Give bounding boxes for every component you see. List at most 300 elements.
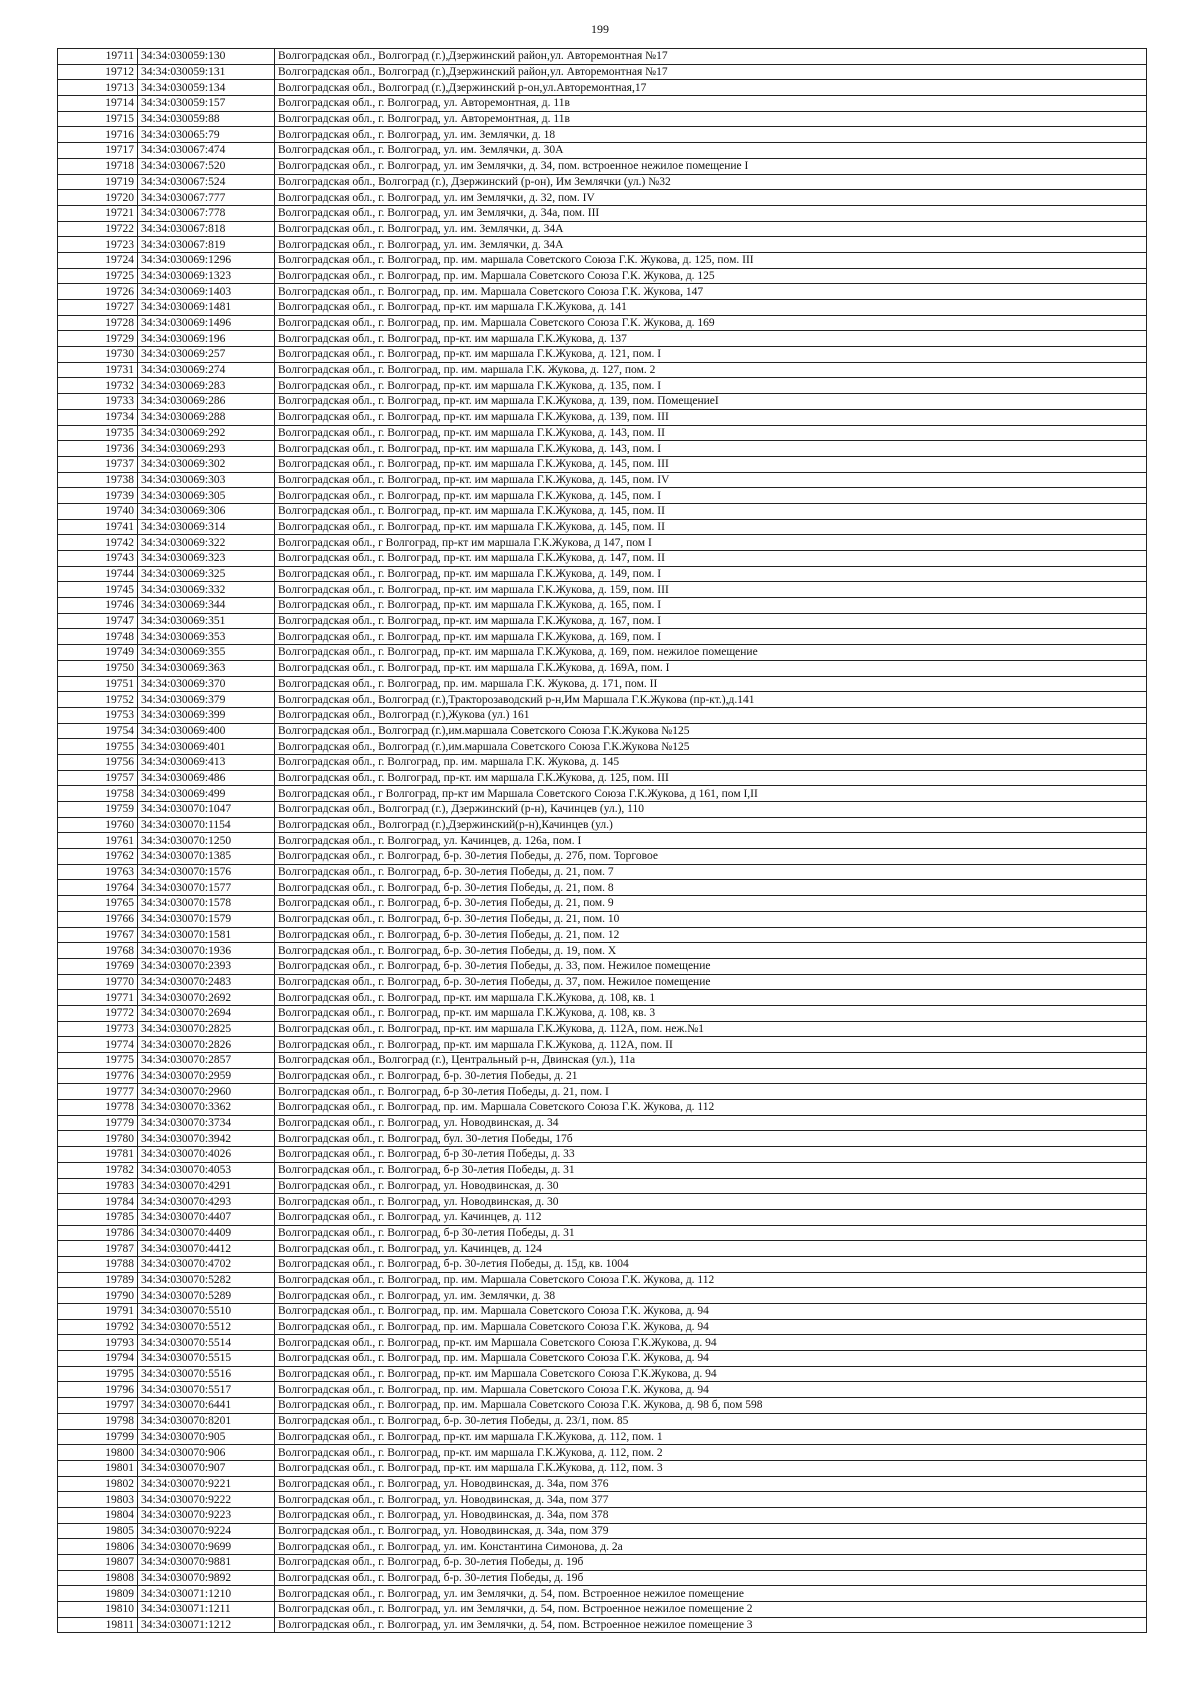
- table-row: [58, 1005, 1147, 1021]
- address-cell: Волгоградская обл., г. Волгоград, ул. им. Землячки, д. 34А: [275, 221, 1147, 237]
- table-row: [58, 503, 1147, 519]
- cadastral-number-cell: 34:34:030067:818: [138, 221, 275, 237]
- address-cell: Волгоградская обл., г. Волгоград, ул. Качинцев, д. 112: [275, 1209, 1147, 1225]
- cadastral-number-cell: 34:34:030070:1581: [138, 927, 275, 943]
- table-row: [58, 645, 1147, 661]
- address-cell: Волгоградская обл., Волгоград (г.),Дзержинский р-он,ул.Авторемонтная,17: [275, 80, 1147, 96]
- table-row: [58, 205, 1147, 221]
- cadastral-number-cell: 34:34:030070:5516: [138, 1366, 275, 1382]
- address-cell: Волгоградская обл., г. Волгоград, б-р. 30-летия Победы, д. 21, пом. 8: [275, 880, 1147, 896]
- page-number: 199: [591, 22, 609, 36]
- cadastral-number-cell: 34:34:030070:5517: [138, 1382, 275, 1398]
- table-row: [58, 1319, 1147, 1335]
- row-number-cell: 19736: [58, 441, 138, 457]
- row-number-cell: 19746: [58, 598, 138, 614]
- table-row: [58, 472, 1147, 488]
- table-row: [58, 394, 1147, 410]
- address-cell: Волгоградская обл., г. Волгоград, пр. им. Маршала Советского Союза Г.К. Жукова, д. 112: [275, 1100, 1147, 1116]
- address-cell: Волгоградская обл., г. Волгоград, пр-кт. им маршала Г.К.Жукова, д. 167, пом. I: [275, 613, 1147, 629]
- row-number-cell: 19758: [58, 786, 138, 802]
- cadastral-number-cell: 34:34:030070:9221: [138, 1476, 275, 1492]
- address-cell: Волгоградская обл., г. Волгоград, бул. 30-летия Победы, 17б: [275, 1131, 1147, 1147]
- row-number-cell: 19811: [58, 1617, 138, 1633]
- row-number-cell: 19719: [58, 174, 138, 190]
- cadastral-number-cell: 34:34:030070:3942: [138, 1131, 275, 1147]
- address-cell: Волгоградская обл., г. Волгоград, пр-кт. им маршала Г.К.Жукова, д. 112А, пом. неж.№1: [275, 1021, 1147, 1037]
- row-number-cell: 19794: [58, 1351, 138, 1367]
- table-row: [58, 1555, 1147, 1571]
- row-number-cell: 19789: [58, 1272, 138, 1288]
- address-cell: Волгоградская обл., г. Волгоград, ул. им. Землячки, д. 38: [275, 1288, 1147, 1304]
- address-cell: Волгоградская обл., Волгоград (г.),Дзержинский(р-н),Качинцев (ул.): [275, 817, 1147, 833]
- row-number-cell: 19716: [58, 127, 138, 143]
- row-number-cell: 19788: [58, 1256, 138, 1272]
- address-cell: Волгоградская обл., г. Волгоград, ул. Авторемонтная, д. 11в: [275, 111, 1147, 127]
- cadastral-number-cell: 34:34:030069:303: [138, 472, 275, 488]
- cadastral-number-cell: 34:34:030069:314: [138, 519, 275, 535]
- table-row: [58, 880, 1147, 896]
- table-row: [58, 1429, 1147, 1445]
- table-row: [58, 331, 1147, 347]
- address-cell: Волгоградская обл., Волгоград (г.),Дзержинский район,ул. Авторемонтная №17: [275, 64, 1147, 80]
- table-row: [58, 927, 1147, 943]
- row-number-cell: 19806: [58, 1539, 138, 1555]
- table-row: [58, 1617, 1147, 1633]
- cadastral-number-cell: 34:34:030070:1578: [138, 896, 275, 912]
- table-row: [58, 1021, 1147, 1037]
- table-row: [58, 817, 1147, 833]
- row-number-cell: 19720: [58, 190, 138, 206]
- table-row: [58, 802, 1147, 818]
- row-number-cell: 19744: [58, 566, 138, 582]
- cadastral-number-cell: 34:34:030069:363: [138, 660, 275, 676]
- table-row: [58, 692, 1147, 708]
- row-number-cell: 19737: [58, 456, 138, 472]
- table-row: [58, 833, 1147, 849]
- address-cell: Волгоградская обл., г. Волгоград, ул. им Землячки, д. 34, пом. встроенное нежилое помещение I: [275, 158, 1147, 174]
- row-number-cell: 19779: [58, 1115, 138, 1131]
- table-row: [58, 362, 1147, 378]
- cadastral-number-cell: 34:34:030070:8201: [138, 1413, 275, 1429]
- address-cell: Волгоградская обл., г. Волгоград, пр-кт. им маршала Г.К.Жукова, д. 125, пом. III: [275, 770, 1147, 786]
- row-number-cell: 19721: [58, 205, 138, 221]
- table-row: [58, 1445, 1147, 1461]
- table-row: [58, 1539, 1147, 1555]
- address-cell: Волгоградская обл., г. Волгоград, ул. Новодвинская, д. 34а, пом 377: [275, 1492, 1147, 1508]
- cadastral-number-cell: 34:34:030069:305: [138, 488, 275, 504]
- table-row: [58, 1382, 1147, 1398]
- table-row: [58, 1131, 1147, 1147]
- cadastral-number-cell: 34:34:030069:302: [138, 456, 275, 472]
- cadastral-number-cell: 34:34:030069:413: [138, 754, 275, 770]
- address-cell: Волгоградская обл., г. Волгоград, пр-кт. им маршала Г.К.Жукова, д. 112А, пом. II: [275, 1037, 1147, 1053]
- address-cell: Волгоградская обл., г. Волгоград, пр. им. Маршала Советского Союза Г.К. Жукова, 147: [275, 284, 1147, 300]
- cadastral-number-cell: 34:34:030069:196: [138, 331, 275, 347]
- row-number-cell: 19784: [58, 1194, 138, 1210]
- table-row: [58, 754, 1147, 770]
- cadastral-number-cell: 34:34:030070:2960: [138, 1084, 275, 1100]
- row-number-cell: 19714: [58, 96, 138, 112]
- table-row: [58, 190, 1147, 206]
- table-row: [58, 723, 1147, 739]
- address-cell: Волгоградская обл., Волгоград (г.),Тракторозаводский р-н,Им Маршала Г.К.Жукова (пр-кт.),д.141: [275, 692, 1147, 708]
- cadastral-number-cell: 34:34:030070:4407: [138, 1209, 275, 1225]
- address-cell: Волгоградская обл., г. Волгоград, пр-кт. им маршала Г.К.Жукова, д. 141: [275, 300, 1147, 316]
- registry-table: [57, 48, 1147, 1633]
- cadastral-number-cell: 34:34:030069:325: [138, 566, 275, 582]
- cadastral-number-cell: 34:34:030069:355: [138, 645, 275, 661]
- address-cell: Волгоградская обл., г Волгоград, пр-кт им Маршала Советского Союза Г.К.Жукова, д 161, пом I,II: [275, 786, 1147, 802]
- row-number-cell: 19712: [58, 64, 138, 80]
- table-row: [58, 127, 1147, 143]
- row-number-cell: 19740: [58, 503, 138, 519]
- cadastral-number-cell: 34:34:030069:274: [138, 362, 275, 378]
- cadastral-number-cell: 34:34:030070:9881: [138, 1555, 275, 1571]
- address-cell: Волгоградская обл., г. Волгоград, пр-кт. им маршала Г.К.Жукова, д. 149, пом. I: [275, 566, 1147, 582]
- table-row: [58, 1178, 1147, 1194]
- cadastral-number-cell: 34:34:030070:4702: [138, 1256, 275, 1272]
- cadastral-number-cell: 34:34:030070:9222: [138, 1492, 275, 1508]
- row-number-cell: 19743: [58, 551, 138, 567]
- cadastral-number-cell: 34:34:030070:1250: [138, 833, 275, 849]
- row-number-cell: 19791: [58, 1304, 138, 1320]
- cadastral-number-cell: 34:34:030070:1936: [138, 943, 275, 959]
- cadastral-number-cell: 34:34:030069:370: [138, 676, 275, 692]
- row-number-cell: 19738: [58, 472, 138, 488]
- cadastral-number-cell: 34:34:030070:4293: [138, 1194, 275, 1210]
- cadastral-number-cell: 34:34:030070:5514: [138, 1335, 275, 1351]
- address-cell: Волгоградская обл., г. Волгоград, пр-кт. им маршала Г.К.Жукова, д. 169А, пом. I: [275, 660, 1147, 676]
- address-cell: Волгоградская обл., г. Волгоград, пр. им. Маршала Советского Союза Г.К. Жукова, д. 112: [275, 1272, 1147, 1288]
- table-row: [58, 770, 1147, 786]
- cadastral-number-cell: 34:34:030070:1154: [138, 817, 275, 833]
- cadastral-number-cell: 34:34:030070:9699: [138, 1539, 275, 1555]
- row-number-cell: 19809: [58, 1586, 138, 1602]
- cadastral-number-cell: 34:34:030069:1296: [138, 252, 275, 268]
- cadastral-number-cell: 34:34:030067:474: [138, 143, 275, 159]
- table-row: [58, 943, 1147, 959]
- cadastral-number-cell: 34:34:030070:4053: [138, 1162, 275, 1178]
- row-number-cell: 19786: [58, 1225, 138, 1241]
- row-number-cell: 19795: [58, 1366, 138, 1382]
- row-number-cell: 19725: [58, 268, 138, 284]
- table-row: [58, 864, 1147, 880]
- row-number-cell: 19747: [58, 613, 138, 629]
- cadastral-number-cell: 34:34:030069:1323: [138, 268, 275, 284]
- table-row: [58, 896, 1147, 912]
- table-row: [58, 284, 1147, 300]
- cadastral-number-cell: 34:34:030069:283: [138, 378, 275, 394]
- row-number-cell: 19726: [58, 284, 138, 300]
- address-cell: Волгоградская обл., г. Волгоград, пр-кт. им маршала Г.К.Жукова, д. 112, пом. 2: [275, 1445, 1147, 1461]
- table-row: [58, 268, 1147, 284]
- row-number-cell: 19783: [58, 1178, 138, 1194]
- address-cell: Волгоградская обл., Волгоград (г.), Дзержинский (р-он), Им Землячки (ул.) №32: [275, 174, 1147, 190]
- row-number-cell: 19790: [58, 1288, 138, 1304]
- cadastral-number-cell: 34:34:030065:79: [138, 127, 275, 143]
- address-cell: Волгоградская обл., г. Волгоград, пр. им. Маршала Советского Союза Г.К. Жукова, д. 98 б, пом 598: [275, 1398, 1147, 1414]
- address-cell: Волгоградская обл., г. Волгоград, б-р. 30-летия Победы, д. 33, пом. Нежилое помещение: [275, 958, 1147, 974]
- cadastral-number-cell: 34:34:030070:4409: [138, 1225, 275, 1241]
- table-row: [58, 739, 1147, 755]
- table-row: [58, 1209, 1147, 1225]
- cadastral-number-cell: 34:34:030071:1211: [138, 1602, 275, 1618]
- address-cell: Волгоградская обл., г. Волгоград, б-р. 30-летия Победы, д. 27б, пом. Торговое: [275, 849, 1147, 865]
- row-number-cell: 19754: [58, 723, 138, 739]
- cadastral-number-cell: 34:34:030059:134: [138, 80, 275, 96]
- address-cell: Волгоградская обл., г. Волгоград, пр. им. маршала Советского Союза Г.К. Жукова, д. 125, пом. III: [275, 252, 1147, 268]
- table-row: [58, 1492, 1147, 1508]
- row-number-cell: 19724: [58, 252, 138, 268]
- cadastral-number-cell: 34:34:030070:2826: [138, 1037, 275, 1053]
- table-row: [58, 1523, 1147, 1539]
- address-cell: Волгоградская обл., г. Волгоград, пр. им. маршала Г.К. Жукова, д. 145: [275, 754, 1147, 770]
- address-cell: Волгоградская обл., г. Волгоград, ул. им. Землячки, д. 30А: [275, 143, 1147, 159]
- address-cell: Волгоградская обл., г. Волгоград, пр-кт. им маршала Г.К.Жукова, д. 145, пом. II: [275, 519, 1147, 535]
- row-number-cell: 19741: [58, 519, 138, 535]
- address-cell: Волгоградская обл., г. Волгоград, пр-кт. им маршала Г.К.Жукова, д. 169, пом. нежилое помещение: [275, 645, 1147, 661]
- table-row: [58, 347, 1147, 363]
- cadastral-number-cell: 34:34:030069:1496: [138, 315, 275, 331]
- table-row: [58, 958, 1147, 974]
- address-cell: Волгоградская обл., Волгоград (г.),Дзержинский район,ул. Авторемонтная №17: [275, 49, 1147, 65]
- table-row: [58, 111, 1147, 127]
- address-cell: Волгоградская обл., г. Волгоград, пр-кт. им маршала Г.К.Жукова, д. 145, пом. II: [275, 503, 1147, 519]
- table-row: [58, 990, 1147, 1006]
- cadastral-number-cell: 34:34:030069:257: [138, 347, 275, 363]
- row-number-cell: 19777: [58, 1084, 138, 1100]
- address-cell: Волгоградская обл., г. Волгоград, пр-кт. им маршала Г.К.Жукова, д. 139, пом. III: [275, 409, 1147, 425]
- table-row: [58, 1272, 1147, 1288]
- address-cell: Волгоградская обл., г. Волгоград, б-р. 30-летия Победы, д. 37, пом. Нежилое помещение: [275, 974, 1147, 990]
- cadastral-number-cell: 34:34:030070:1385: [138, 849, 275, 865]
- table-row: [58, 425, 1147, 441]
- row-number-cell: 19808: [58, 1570, 138, 1586]
- address-cell: Волгоградская обл., г. Волгоград, пр-кт. им маршала Г.К.Жукова, д. 165, пом. I: [275, 598, 1147, 614]
- cadastral-number-cell: 34:34:030070:2959: [138, 1068, 275, 1084]
- row-number-cell: 19804: [58, 1507, 138, 1523]
- address-cell: Волгоградская обл., г. Волгоград, ул. им Землячки, д. 54, пом. Встроенное нежилое помещение 2: [275, 1602, 1147, 1618]
- address-cell: Волгоградская обл., г. Волгоград, пр-кт. им маршала Г.К.Жукова, д. 169, пом. I: [275, 629, 1147, 645]
- row-number-cell: 19774: [58, 1037, 138, 1053]
- address-cell: Волгоградская обл., г. Волгоград, пр-кт. им маршала Г.К.Жукова, д. 112, пом. 3: [275, 1460, 1147, 1476]
- cadastral-number-cell: 34:34:030070:5289: [138, 1288, 275, 1304]
- row-number-cell: 19797: [58, 1398, 138, 1414]
- cadastral-number-cell: 34:34:030067:778: [138, 205, 275, 221]
- cadastral-number-cell: 34:34:030067:524: [138, 174, 275, 190]
- address-cell: Волгоградская обл., г. Волгоград, ул. им. Константина Симонова, д. 2а: [275, 1539, 1147, 1555]
- address-cell: Волгоградская обл., г. Волгоград, пр-кт. им Маршала Советского Союза Г.К.Жукова, д. 94: [275, 1366, 1147, 1382]
- cadastral-number-cell: 34:34:030070:905: [138, 1429, 275, 1445]
- row-number-cell: 19753: [58, 707, 138, 723]
- table-row: [58, 1053, 1147, 1069]
- row-number-cell: 19775: [58, 1053, 138, 1069]
- table-row: [58, 1147, 1147, 1163]
- row-number-cell: 19718: [58, 158, 138, 174]
- cadastral-number-cell: 34:34:030070:3362: [138, 1100, 275, 1116]
- address-cell: Волгоградская обл., г. Волгоград, пр-кт. им маршала Г.К.Жукова, д. 139, пом. ПомещениеI: [275, 394, 1147, 410]
- table-row: [58, 566, 1147, 582]
- row-number-cell: 19711: [58, 49, 138, 65]
- address-cell: Волгоградская обл., г. Волгоград, ул. Новодвинская, д. 30: [275, 1178, 1147, 1194]
- table-row: [58, 1288, 1147, 1304]
- table-row: [58, 378, 1147, 394]
- row-number-cell: 19768: [58, 943, 138, 959]
- cadastral-number-cell: 34:34:030069:292: [138, 425, 275, 441]
- cadastral-number-cell: 34:34:030069:353: [138, 629, 275, 645]
- cadastral-number-cell: 34:34:030070:5282: [138, 1272, 275, 1288]
- cadastral-number-cell: 34:34:030069:332: [138, 582, 275, 598]
- cadastral-number-cell: 34:34:030070:5510: [138, 1304, 275, 1320]
- table-row: [58, 1100, 1147, 1116]
- row-number-cell: 19723: [58, 237, 138, 253]
- row-number-cell: 19760: [58, 817, 138, 833]
- address-cell: Волгоградская обл., г. Волгоград, пр. им. маршала Г.К. Жукова, д. 171, пом. II: [275, 676, 1147, 692]
- cadastral-number-cell: 34:34:030070:907: [138, 1460, 275, 1476]
- address-cell: Волгоградская обл., г. Волгоград, б-р. 30-летия Победы, д. 19, пом. X: [275, 943, 1147, 959]
- cadastral-number-cell: 34:34:030070:2857: [138, 1053, 275, 1069]
- cadastral-number-cell: 34:34:030070:1577: [138, 880, 275, 896]
- row-number-cell: 19792: [58, 1319, 138, 1335]
- cadastral-number-cell: 34:34:030069:401: [138, 739, 275, 755]
- row-number-cell: 19752: [58, 692, 138, 708]
- cadastral-number-cell: 34:34:030070:4412: [138, 1241, 275, 1257]
- row-number-cell: 19731: [58, 362, 138, 378]
- address-cell: Волгоградская обл., г. Волгоград, пр-кт. им маршала Г.К.Жукова, д. 143, пом. I: [275, 441, 1147, 457]
- cadastral-number-cell: 34:34:030069:293: [138, 441, 275, 457]
- address-cell: Волгоградская обл., г. Волгоград, пр-кт. им маршала Г.К.Жукова, д. 135, пом. I: [275, 378, 1147, 394]
- table-row: [58, 158, 1147, 174]
- address-cell: Волгоградская обл., г. Волгоград, ул. им Землячки, д. 54, пом. Встроенное нежилое помещение: [275, 1586, 1147, 1602]
- address-cell: Волгоградская обл., г. Волгоград, ул. Новодвинская, д. 30: [275, 1194, 1147, 1210]
- cadastral-number-cell: 34:34:030070:4026: [138, 1147, 275, 1163]
- address-cell: Волгоградская обл., г. Волгоград, пр-кт. им маршала Г.К.Жукова, д. 147, пом. II: [275, 551, 1147, 567]
- address-cell: Волгоградская обл., г. Волгоград, ул. Новодвинская, д. 34а, пом 379: [275, 1523, 1147, 1539]
- row-number-cell: 19732: [58, 378, 138, 394]
- cadastral-number-cell: 34:34:030070:2483: [138, 974, 275, 990]
- address-cell: Волгоградская обл., г. Волгоград, пр-кт. им маршала Г.К.Жукова, д. 112, пом. 1: [275, 1429, 1147, 1445]
- registry-table-body: [58, 49, 1147, 1633]
- row-number-cell: 19793: [58, 1335, 138, 1351]
- row-number-cell: 19751: [58, 676, 138, 692]
- address-cell: Волгоградская обл., г. Волгоград, б-р 30-летия Победы, д. 33: [275, 1147, 1147, 1163]
- table-row: [58, 174, 1147, 190]
- table-row: [58, 629, 1147, 645]
- address-cell: Волгоградская обл., г. Волгоград, ул. Качинцев, д. 126а, пом. I: [275, 833, 1147, 849]
- address-cell: Волгоградская обл., г. Волгоград, б-р. 30-летия Победы, д. 21: [275, 1068, 1147, 1084]
- table-row: [58, 707, 1147, 723]
- table-row: [58, 974, 1147, 990]
- table-row: [58, 1241, 1147, 1257]
- row-number-cell: 19807: [58, 1555, 138, 1571]
- table-row: [58, 1162, 1147, 1178]
- table-row: [58, 1304, 1147, 1320]
- table-row: [58, 1507, 1147, 1523]
- row-number-cell: 19748: [58, 629, 138, 645]
- row-number-cell: 19810: [58, 1602, 138, 1618]
- row-number-cell: 19771: [58, 990, 138, 1006]
- address-cell: Волгоградская обл., г. Волгоград, пр-кт. им маршала Г.К.Жукова, д. 121, пом. I: [275, 347, 1147, 363]
- table-row: [58, 1037, 1147, 1053]
- table-row: [58, 1460, 1147, 1476]
- cadastral-number-cell: 34:34:030069:1403: [138, 284, 275, 300]
- cadastral-number-cell: 34:34:030070:906: [138, 1445, 275, 1461]
- table-row: [58, 1570, 1147, 1586]
- address-cell: Волгоградская обл., г. Волгоград, пр-кт. им маршала Г.К.Жукова, д. 143, пом. II: [275, 425, 1147, 441]
- cadastral-number-cell: 34:34:030069:1481: [138, 300, 275, 316]
- row-number-cell: 19749: [58, 645, 138, 661]
- cadastral-number-cell: 34:34:030069:351: [138, 613, 275, 629]
- address-cell: Волгоградская обл., г. Волгоград, ул. Новодвинская, д. 34: [275, 1115, 1147, 1131]
- cadastral-number-cell: 34:34:030071:1212: [138, 1617, 275, 1633]
- cadastral-number-cell: 34:34:030070:1047: [138, 802, 275, 818]
- cadastral-number-cell: 34:34:030069:344: [138, 598, 275, 614]
- address-cell: Волгоградская обл., Волгоград (г.), Дзержинский (р-н), Качинцев (ул.), 110: [275, 802, 1147, 818]
- cadastral-number-cell: 34:34:030059:131: [138, 64, 275, 80]
- row-number-cell: 19773: [58, 1021, 138, 1037]
- address-cell: Волгоградская обл., г. Волгоград, пр. им. маршала Г.К. Жукова, д. 127, пом. 2: [275, 362, 1147, 378]
- address-cell: Волгоградская обл., г. Волгоград, б-р. 30-летия Победы, д. 19б: [275, 1570, 1147, 1586]
- row-number-cell: 19733: [58, 394, 138, 410]
- row-number-cell: 19727: [58, 300, 138, 316]
- row-number-cell: 19769: [58, 958, 138, 974]
- address-cell: Волгоградская обл., г. Волгоград, пр. им. Маршала Советского Союза Г.К. Жукова, д. 94: [275, 1382, 1147, 1398]
- cadastral-number-cell: 34:34:030059:157: [138, 96, 275, 112]
- address-cell: Волгоградская обл., г. Волгоград, пр-кт. им маршала Г.К.Жукова, д. 145, пом. I: [275, 488, 1147, 504]
- table-row: [58, 1366, 1147, 1382]
- cadastral-number-cell: 34:34:030067:819: [138, 237, 275, 253]
- address-cell: Волгоградская обл., г. Волгоград, б-р. 30-летия Победы, д. 21, пом. 12: [275, 927, 1147, 943]
- address-cell: Волгоградская обл., г. Волгоград, ул. Авторемонтная, д. 11в: [275, 96, 1147, 112]
- table-row: [58, 582, 1147, 598]
- cadastral-number-cell: 34:34:030069:486: [138, 770, 275, 786]
- cadastral-number-cell: 34:34:030070:5512: [138, 1319, 275, 1335]
- address-cell: Волгоградская обл., г. Волгоград, б-р. 30-летия Победы, д. 21, пом. 9: [275, 896, 1147, 912]
- address-cell: Волгоградская обл., Волгоград (г.), Центральный р-н, Двинская (ул.), 11а: [275, 1053, 1147, 1069]
- row-number-cell: 19717: [58, 143, 138, 159]
- cadastral-number-cell: 34:34:030059:88: [138, 111, 275, 127]
- cadastral-number-cell: 34:34:030069:400: [138, 723, 275, 739]
- address-cell: Волгоградская обл., г. Волгоград, ул. им. Землячки, д. 34А: [275, 237, 1147, 253]
- table-row: [58, 1225, 1147, 1241]
- cadastral-number-cell: 34:34:030069:499: [138, 786, 275, 802]
- table-row: [58, 1398, 1147, 1414]
- cadastral-number-cell: 34:34:030069:306: [138, 503, 275, 519]
- row-number-cell: 19778: [58, 1100, 138, 1116]
- row-number-cell: 19766: [58, 911, 138, 927]
- address-cell: Волгоградская обл., г. Волгоград, пр-кт. им Маршала Советского Союза Г.К.Жукова, д. 94: [275, 1335, 1147, 1351]
- table-row: [58, 80, 1147, 96]
- address-cell: Волгоградская обл., г. Волгоград, б-р 30-летия Победы, д. 31: [275, 1162, 1147, 1178]
- cadastral-number-cell: 34:34:030069:288: [138, 409, 275, 425]
- table-row: [58, 1586, 1147, 1602]
- row-number-cell: 19765: [58, 896, 138, 912]
- address-cell: Волгоградская обл., г. Волгоград, ул. им Землячки, д. 34а, пом. III: [275, 205, 1147, 221]
- address-cell: Волгоградская обл., Волгоград (г.),Жукова (ул.) 161: [275, 707, 1147, 723]
- table-row: [58, 64, 1147, 80]
- row-number-cell: 19715: [58, 111, 138, 127]
- row-number-cell: 19800: [58, 1445, 138, 1461]
- cadastral-number-cell: 34:34:030067:777: [138, 190, 275, 206]
- address-cell: Волгоградская обл., г. Волгоград, б-р. 30-летия Победы, д. 21, пом. 10: [275, 911, 1147, 927]
- table-row: [58, 143, 1147, 159]
- table-row: [58, 786, 1147, 802]
- table-row: [58, 1068, 1147, 1084]
- row-number-cell: 19739: [58, 488, 138, 504]
- row-number-cell: 19759: [58, 802, 138, 818]
- table-row: [58, 519, 1147, 535]
- address-cell: Волгоградская обл., г. Волгоград, пр-кт. им маршала Г.К.Жукова, д. 145, пом. IV: [275, 472, 1147, 488]
